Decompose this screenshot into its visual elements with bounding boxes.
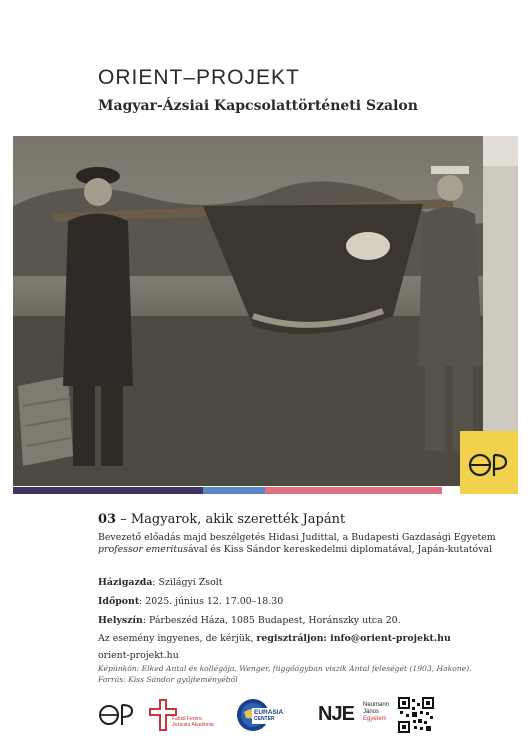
- color-stripe-bar: [13, 487, 518, 494]
- place-line: [98, 615, 401, 626]
- description-part-2: ával és Kiss Sándor kereskedelmi diplomatával, Japán-kutatóval: [187, 544, 493, 555]
- qr-code-icon[interactable]: [398, 697, 434, 733]
- host-line: [98, 577, 223, 588]
- nje-line-3: Egyetem: [363, 716, 387, 722]
- op-logo: [98, 701, 134, 729]
- brand-title: ORIENT–PROJEKT: [98, 66, 300, 89]
- host-value: : Szilágyi Zsolt: [152, 577, 223, 588]
- time-label: Időpont: [98, 596, 140, 607]
- partner-logos: [0, 695, 532, 735]
- website-link[interactable]: orient-projekt.hu: [98, 650, 179, 661]
- description-part-1: Bevezető előadás majd beszélgetés Hidasi Judittal, a Budapesti Gazdasági Egyetem: [98, 532, 496, 543]
- nje-logo-mark: NJE: [318, 703, 354, 725]
- place-value: : Párbeszéd Háza, 1085 Budapest, Horánszky utca 20.: [142, 615, 401, 626]
- stripe-purple: [13, 487, 203, 494]
- nje-line-2: János: [363, 709, 380, 715]
- series-subtitle: Magyar-Ázsiai Kapcsolattörténeti Szalon: [98, 98, 418, 114]
- event-number: 03: [98, 512, 117, 527]
- register-email-link[interactable]: regisztráljon: info@orient-projekt.hu: [256, 633, 451, 644]
- eurasia-logo-text: [252, 708, 285, 724]
- event-title-text: – Magyarok, akik szerették Japánt: [116, 512, 346, 527]
- stripe-pink: [265, 487, 442, 494]
- eurasia-line-2: CENTER: [254, 716, 275, 722]
- faludi-line-1: Faludi Ferenc: [172, 716, 203, 722]
- place-label: Helyszín: [98, 615, 143, 626]
- event-description: [98, 532, 498, 556]
- eurasia-line-1: EURASIA: [254, 709, 284, 716]
- event-title: [98, 512, 345, 527]
- orient-projekt-tile-logo: [460, 431, 518, 494]
- photo-caption: Képünkön: Elked Antal és kollégája, Wenger, függőágyban viszik Antal feleségét (1903, Hakone). Forrás: Kiss Sándor gyűjteményéből: [98, 664, 472, 684]
- faludi-logo-text: [172, 716, 214, 728]
- nje-logo-text: [363, 702, 389, 723]
- registration-line: [98, 633, 451, 644]
- time-value: : 2025. június 12. 17.00–18.30: [139, 596, 284, 607]
- historic-photo: [13, 136, 518, 486]
- faludi-line-2: Jezsuita Akadémia: [172, 722, 214, 728]
- nje-line-1: Neumann: [363, 702, 390, 708]
- host-label: Házigazda: [98, 577, 153, 588]
- description-italic: professor emeritus: [98, 544, 188, 555]
- time-line: [98, 596, 283, 607]
- stripe-blue: [203, 487, 265, 494]
- free-entry-text: Az esemény ingyenes, de kérjük,: [98, 633, 257, 644]
